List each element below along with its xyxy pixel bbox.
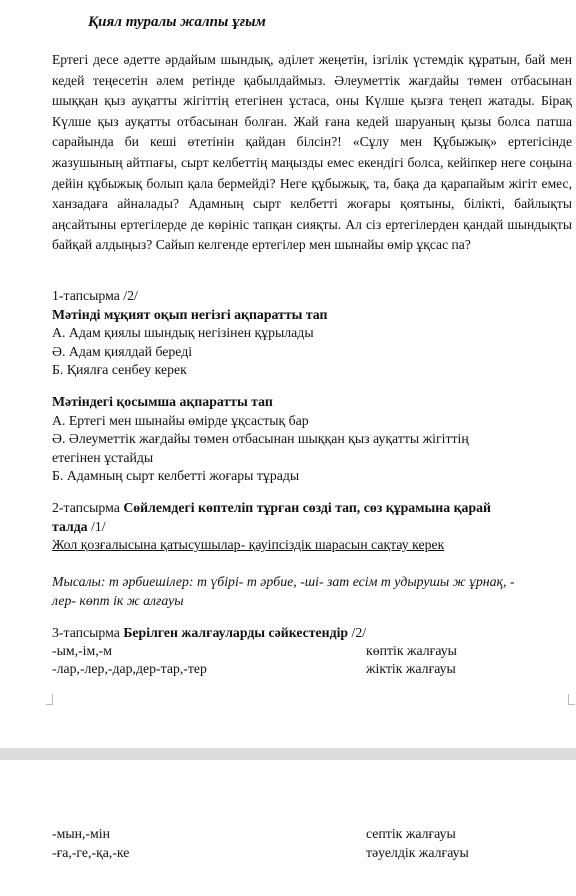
page-separator bbox=[0, 748, 576, 760]
match-left-3: -мын,-мін bbox=[52, 826, 110, 841]
task2-section bbox=[52, 499, 572, 555]
task1-section bbox=[52, 287, 572, 380]
task2-heading-line1 bbox=[52, 499, 572, 518]
task1-extra-option-b-cont: етегінен ұстайды bbox=[52, 449, 154, 465]
task3-heading bbox=[52, 624, 572, 643]
task2-example bbox=[52, 573, 572, 610]
task1-extra-option-b: Ә. Әлеуметтік жағдайы төмен отбасынан шыққан қыз ауқатты жігіттің bbox=[52, 431, 469, 446]
page-corner-mark-left bbox=[46, 694, 53, 705]
match-right-1: көптік жалғауы bbox=[366, 643, 457, 658]
task2-sentence: Жол қозғалысына қатысушылар- қауіпсіздік шарасын сақтау керек bbox=[52, 537, 445, 552]
task1-main-option-a: А. Адам қиялы шындық негізінен құрылады bbox=[52, 325, 314, 340]
task1-extra-option-a: А. Ертегі мен шынайы өмірде ұқсастық бар bbox=[52, 412, 309, 428]
task2-heading-line2 bbox=[52, 518, 572, 537]
task1-extra-option-c: Б. Адамның сырт келбетті жоғары тұрады bbox=[52, 468, 300, 483]
task3-prefix: 3-тапсырма bbox=[52, 625, 124, 640]
match-row-4 bbox=[52, 845, 552, 863]
page-corner-mark-right bbox=[568, 694, 575, 705]
match-right-4: тәуелдік жалғауы bbox=[366, 845, 469, 860]
match-left-2: -лар,-лер,-дар,дер-тар,-тер bbox=[52, 661, 207, 676]
task2-bold-2: талда bbox=[52, 518, 88, 534]
task2-prefix: 2-тапсырма bbox=[52, 500, 124, 515]
task1-extra-section bbox=[52, 393, 572, 486]
task2-suffix: /1/ bbox=[87, 518, 106, 534]
task1-main-heading: Мәтінді мұқият оқып негізгі ақпаратты тап bbox=[52, 306, 328, 322]
match-left-1: -ым,-ім,-м bbox=[52, 643, 112, 658]
match-left-4: -ға,-ге,-қа,-ке bbox=[52, 845, 130, 860]
task2-bold-1: Сөйлемдегі көптеліп тұрған сөзді тап, сөз құрамына қарай bbox=[123, 500, 491, 515]
match-right-3: септік жалғауы bbox=[366, 826, 456, 841]
task1-main-option-b: Ә. Адам қиялдай береді bbox=[52, 343, 193, 359]
task2-example-line2: лер- көпт ік ж алғауы bbox=[52, 592, 184, 608]
match-row-2 bbox=[52, 661, 552, 679]
document-page-2 bbox=[0, 760, 576, 896]
match-right-2: жіктік жалғауы bbox=[366, 661, 456, 676]
match-row-1 bbox=[52, 643, 552, 661]
task2-example-line1: Мысалы: т әрбиешілер: т үбірі- т әрбие, -ші- зат есім т удырушы ж ұрнақ, - bbox=[52, 574, 515, 589]
match-row-3 bbox=[52, 826, 552, 844]
text-paragraph: Ертегі десе әдетте әрдайым шындық, әділет жеңетін, ізгілік үстемдік құратын, бай мен кедей теңесетін әлем ретінде қабылдаймыз. Әлеуметтік жағдайы төмен отбасынан шыққан қыз ауқатты жігіттің етегінен ұстаса, оны Күлше қызға теңеп жатады. Бірақ Күлше қыз ауқатты отбасынан болған. Жай ғана кедей шаруаның қызы болса патша сарайында би кеші өтетінін қайдан білсін?! «Сұлу мен Құбыжық» ертегісінде жазушының айтпағы, сырт келбеттің маңызды емес екендігі болса, кейіпкер неге соңына дейін құбыжық болып қала бермейді? Неге құбыжық, та, бақа да қарапайым жігіт емес, ханзадаға айналады? Адамның сырт келбетті жоғары қоятыны, біліктi, байлықты аңсайтыны ертегілерде де көрініс тапқан сияқты. Ал сіз ертегілерден қандай шындықты байқай алдыңыз? Сайып келгенде ертегілер мен шынайы өмір ұқсас па? bbox=[52, 52, 572, 253]
task1-heading: 1-тапсырма /2/ bbox=[52, 288, 138, 303]
document-title: Қиял туралы жалпы ұғым bbox=[88, 14, 266, 30]
task1-main-option-c: Б. Қиялға сенбеу керек bbox=[52, 362, 187, 377]
task1-extra-heading: Мәтіндегі қосымша ақпаратты тап bbox=[52, 394, 273, 409]
task3-bold: Берілген жалғауларды сәйкестендір bbox=[123, 625, 349, 640]
task3-suffix: /2/ bbox=[348, 625, 367, 640]
